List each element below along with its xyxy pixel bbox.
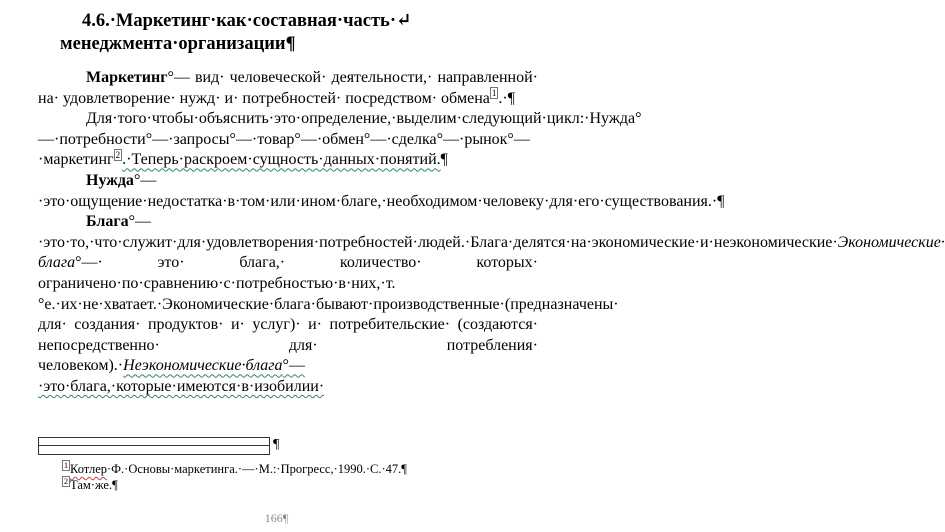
- paragraph-need-text: °—·это·ощущение·недостатка·в·том·или·ином·благе,·необходимом·человеку·для·его·существования.·¶: [38, 171, 725, 210]
- body-text: [38, 68, 945, 398]
- footnote-separator-line: [39, 445, 269, 446]
- footnote-1-text: ·Ф.·Основы·маркетинга.·—·М.:·Прогресс,·1990.·С.·47.¶: [107, 462, 407, 476]
- term-non-economic-goods: Неэкономические·блага: [123, 357, 283, 375]
- footnote-separator-mark: ¶: [273, 437, 280, 452]
- paragraph-cycle-tail: ¶: [440, 151, 448, 169]
- footnote-1-author: Котлер: [70, 462, 107, 476]
- paragraph-goods-text-2: °—· это· блага,· количество· которых· ограничено·по·сравнению·с·потребностью·в·них,·т.°е.·их·не·хватает.·Экономические·блага·бывают·производственные·(предназначены· для· создания· продуктов· и· услуг)· и· потребительские· (создаются· непосредственно· для· потребления· человеком).·: [38, 254, 619, 375]
- footnote-2: [62, 477, 522, 493]
- heading-line-2: менеджмента·организации¶: [60, 34, 296, 54]
- section-heading: [60, 10, 530, 56]
- paragraph-marketing-tail: .·¶: [498, 89, 515, 107]
- footnotes: [62, 461, 522, 493]
- paragraph-goods: [38, 212, 945, 397]
- term-need: Нужда: [86, 171, 134, 189]
- footnote-1: [62, 461, 522, 477]
- footnote-reference-1[interactable]: 1: [491, 88, 497, 99]
- footnote-reference-2[interactable]: 2: [115, 150, 121, 161]
- heading-line-1: 4.6.·Маркетинг·как·составная·часть·↵: [82, 11, 412, 31]
- paragraph-goods-text-3: °—·это·блага,·которые·имеются·в·изобилии·: [38, 357, 325, 395]
- paragraph-cycle-text-1: Для·того·чтобы·объяснить·это·определение,·выделим·следующий·цикл:·Нужда°—·потребности°—·запросы°—·товар°—·обмен°—·сделка°—·рынок°—·маркетинг: [38, 110, 642, 169]
- footnote-number-2: 2: [64, 476, 68, 486]
- paragraph-cycle-text-2: .·Теперь·раскроем·сущность·данных·понятий.: [122, 151, 441, 169]
- page-number: 166¶: [264, 511, 289, 525]
- footnote-number-1: 1: [64, 460, 68, 470]
- paragraph-marketing: [38, 68, 538, 109]
- paragraph-marketing-text: °— вид· человеческой· деятельности,· направленной· на· удовлетворение· нужд· и· потребностей· посредством· обмена: [38, 69, 538, 107]
- paragraph-cycle: [38, 109, 642, 171]
- footnote-2-text: Там·же.¶: [70, 478, 118, 492]
- term-economic-goods: Экономические· блага: [38, 233, 945, 272]
- term-marketing: Маркетинг: [86, 69, 168, 86]
- footnote-separator: [38, 437, 270, 455]
- paragraph-need: [38, 171, 725, 212]
- paragraph-goods-text-1: °—·это·то,·что·служит·для·удовлетворения·потребностей·людей.·Блага·делятся·на·экономические·и·неэкономические·: [38, 213, 838, 251]
- term-goods: Блага: [86, 213, 129, 231]
